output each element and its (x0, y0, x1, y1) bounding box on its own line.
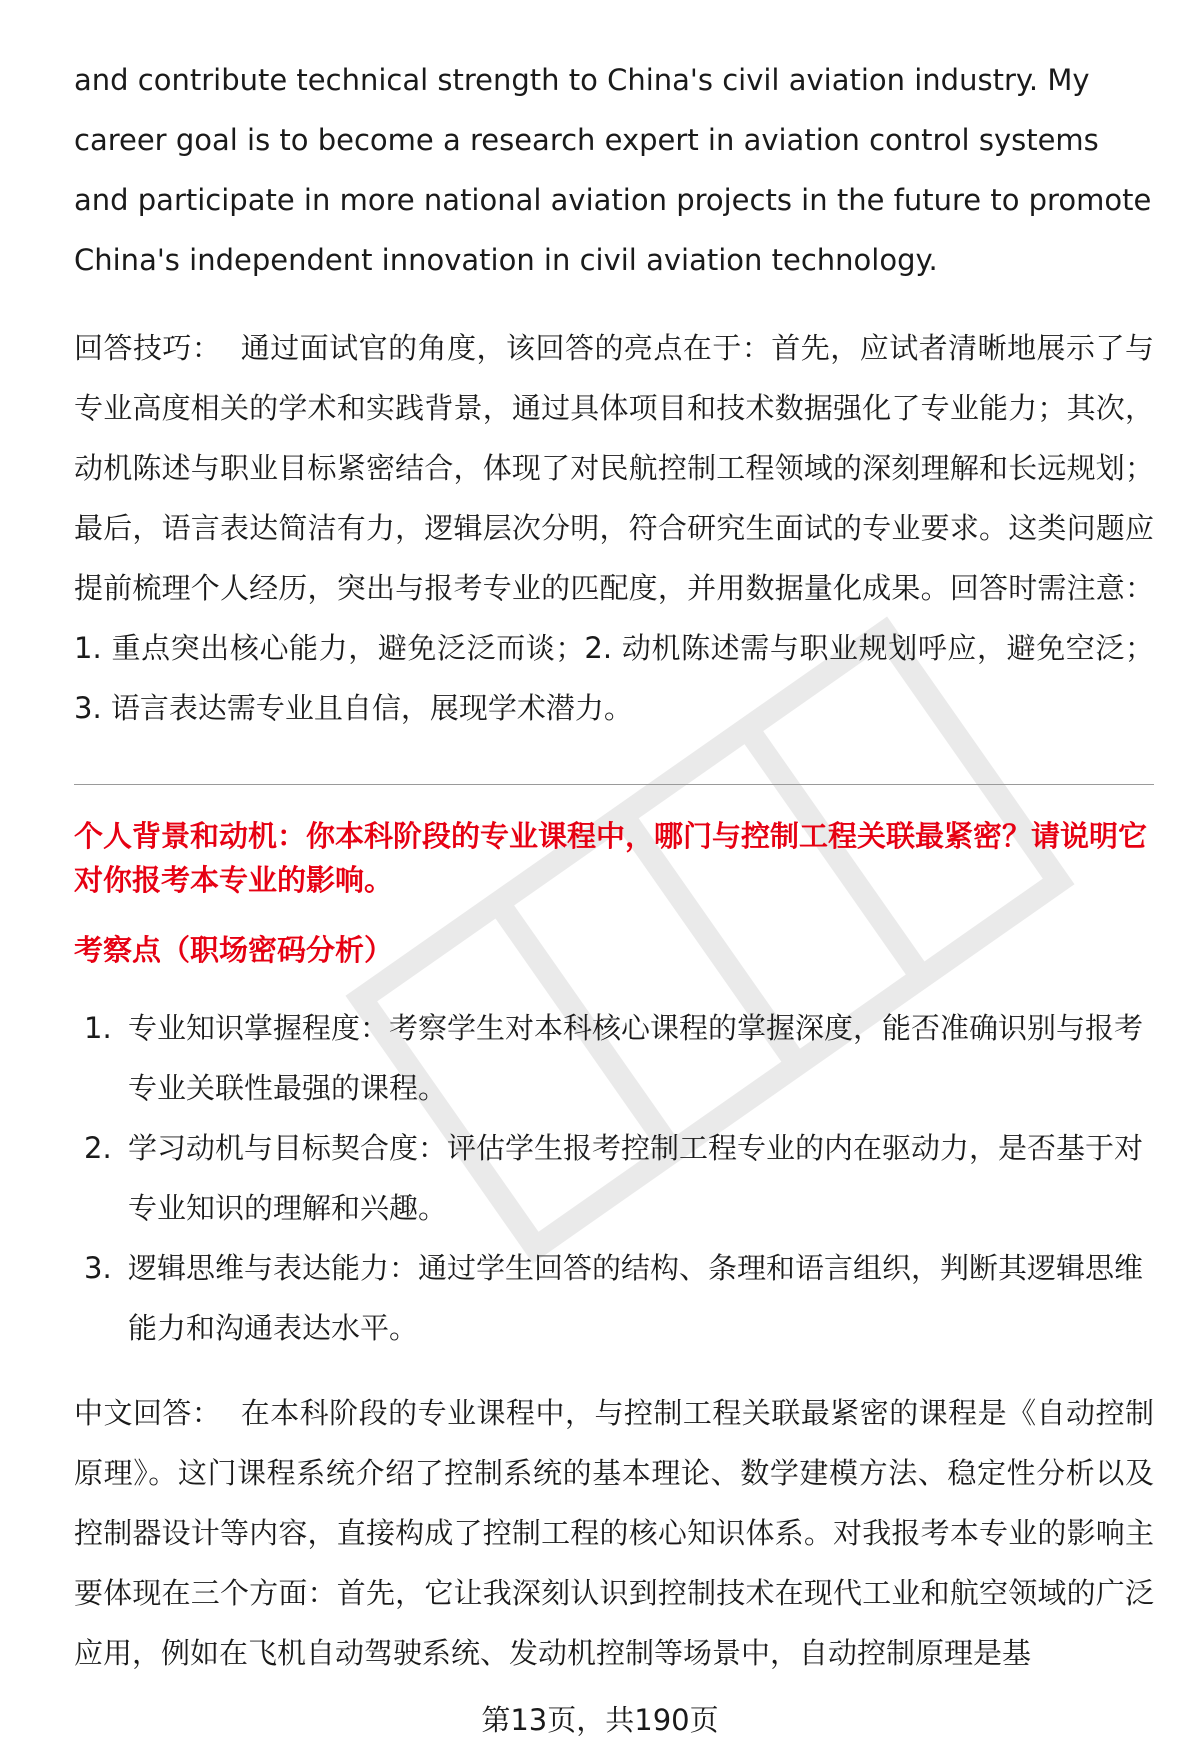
answer-tips-text: 通过面试官的角度，该回答的亮点在于：首先，应试者清晰地展示了与专业高度相关的学术和实践背景，通过具体项目和技术数据强化了专业能力；其次，动机陈述与职业目标紧密结合，体现了对民航控制工程领域的深刻理解和长远规划；最后，语言表达简洁有力，逻辑层次分明，符合研究生面试的专业要求。这类问题应提前梳理个人经历，突出与报考专业的匹配度，并用数据量化成果。回答时需注意：1. 重点突出核心能力，避免泛泛而谈；2. 动机陈述需与职业规划呼应，避免空泛；3. 语言表达需专业且自信，展现学术潜力。 (74, 331, 1154, 725)
question-heading: 个人背景和动机：你本科阶段的专业课程中，哪门与控制工程关联最紧密？请说明它对你报考本专业的影响。 (74, 819, 1148, 897)
english-answer-tail: and contribute technical strength to China's civil aviation industry. My career goal is to become a research expert in aviation control systems and participate in more national aviation projects in the future to promote China's independent innovation in civil aviation technology. (74, 63, 1152, 277)
answer-tips (74, 318, 1154, 738)
chinese-answer-text: 在本科阶段的专业课程中，与控制工程关联最紧密的课程是《自动控制原理》。这门课程系统介绍了控制系统的基本理论、数学建模方法、稳定性分析以及控制器设计等内容，直接构成了控制工程的核心知识体系。对我报考本专业的影响主要体现在三个方面：首先，它让我深刻认识到控制技术在现代工业和航空领域的广泛应用，例如在飞机自动驾驶系统、发动机控制等场景中，自动控制原理是基 (74, 1396, 1154, 1670)
list-item-number: 3. (84, 1251, 112, 1285)
chinese-answer (74, 1383, 1154, 1683)
list-item-text: 学习动机与目标契合度：评估学生报考控制工程专业的内在驱动力，是否基于对专业知识的理解和兴趣。 (128, 1131, 1144, 1225)
list-item (74, 1238, 1154, 1358)
list-item-text: 专业知识掌握程度：考察学生对本科核心课程的掌握深度，能否准确识别与报考专业关联性最强的课程。 (128, 1011, 1144, 1105)
exam-points-title: 考察点（职场密码分析） (74, 933, 394, 967)
answer-tips-label: 回答技巧： (74, 331, 222, 365)
list-item (74, 1118, 1154, 1238)
page-number-footer: 第13页，共190页 (481, 1703, 719, 1737)
section-divider (74, 784, 1154, 785)
list-item-text: 逻辑思维与表达能力：通过学生回答的结构、条理和语言组织，判断其逻辑思维能力和沟通表达水平。 (128, 1251, 1144, 1345)
list-item-number: 2. (84, 1131, 112, 1165)
list-item-number: 1. (84, 1011, 112, 1045)
chinese-answer-label: 中文回答： (74, 1396, 222, 1430)
exam-points-list (74, 998, 1154, 1358)
list-item (74, 998, 1154, 1118)
